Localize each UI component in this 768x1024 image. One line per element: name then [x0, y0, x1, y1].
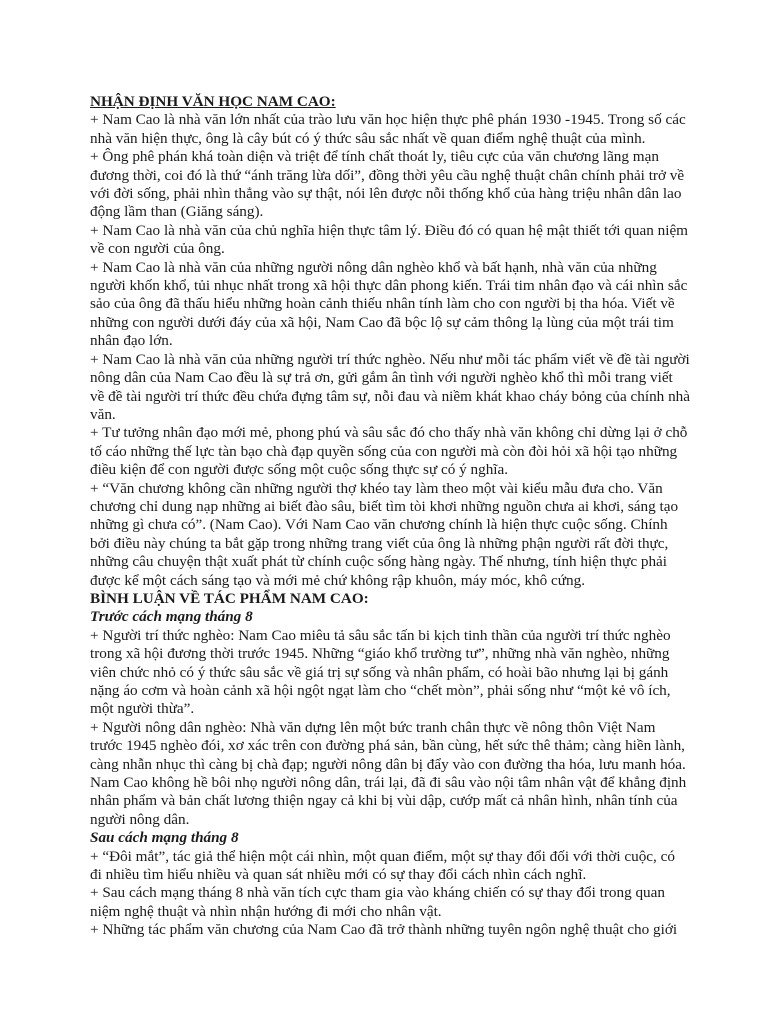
heading-nhan-dinh: NHẬN ĐỊNH VĂN HỌC NAM CAO:	[90, 93, 336, 110]
paragraph: + “Đôi mắt”, tác giả thể hiện một cái nhìn, một quan điểm, một sự thay đổi đối với thời cuộc, có đi nhiều tìm hiểu nhiều và quan sát nhiều mới có sự thay đổi cách nhìn cách nghĩ.	[90, 847, 675, 884]
paragraph: + “Văn chương không cần những người thợ khéo tay làm theo một vài kiểu mẫu đưa cho. Văn chương chỉ dung nạp những ai biết đào sâu, biết tìm tòi khơi những nguồn chưa ai khơi, sáng tạo những gì chưa có”. (Nam Cao). Với Nam Cao văn chương chính là hiện thực cuộc sống. Chính bởi điều này chúng ta bắt gặp trong những trang viết của ông là những phận người rất đời thực, những câu chuyện thật xuất phát từ chính cuộc sống hàng ngày. Thế nhưng, tính hiện thực phải được kể một cách sáng tạo và mới mẻ chứ không rập khuôn, máy móc, khô cứng.	[90, 479, 679, 589]
heading-binh-luan: BÌNH LUẬN VỀ TÁC PHẨM NAM CAO:	[90, 589, 369, 607]
paragraph: + Những tác phẩm văn chương của Nam Cao đã trở thành những tuyên ngôn nghệ thuật cho giới	[90, 921, 678, 939]
paragraph: + Nam Cao là nhà văn của những người trí thức nghèo. Nếu như mỗi tác phẩm viết về đề tài người nông dân của Nam Cao đều là sự trả ơn, gửi gắm ân tình với người nghèo khổ thì mỗi trang viết về đề tài người trí thức đều chứa đựng tâm sự, nỗi đau và niềm khát khao cháy bỏng của chính nhà văn.	[90, 350, 690, 423]
paragraph: + Sau cách mạng tháng 8 nhà văn tích cực tham gia vào kháng chiến có sự thay đổi trong quan niệm nghệ thuật và nhìn nhận hướng đi mới cho nhân vật.	[90, 884, 665, 920]
paragraph: + Người nông dân nghèo: Nhà văn dựng lên một bức tranh chân thực về nông thôn Việt Nam trước 1945 nghèo đói, xơ xác trên con đường phá sản, bần cùng, hết sức thê thảm; càng hiền lành, càng nhẫn nhục thì càng bị chà đạp; người nông dân bị đẩy vào con đường tha hóa, lưu manh hóa. Nam Cao không hề bôi nhọ người nông dân, trái lại, đã đi sâu vào nội tâm nhân vật để khẳng định nhân phẩm và bản chất lương thiện ngay cả khi bị vùi dập, cướp mất cả nhân hình, nhân tính của người nông dân.	[90, 718, 687, 828]
document-page	[90, 93, 690, 940]
paragraph: + Ông phê phán khá toàn diện và triệt để tính chất thoát ly, tiêu cực của văn chương lãng mạn đương thời, coi đó là thứ “ánh trăng lừa dối”, đồng thời yêu cầu nghệ thuật chân chính phải trở về với đời sống, phải nhìn thẳng vào sự thật, nói lên được nỗi thống khổ của hàng triệu nhân dân lao động lầm than (Giăng sáng).	[90, 148, 685, 221]
paragraph: + Người trí thức nghèo: Nam Cao miêu tả sâu sắc tấn bi kịch tinh thần của người trí thức nghèo trong xã hội đương thời trước 1945. Những “giáo khổ trường tư”, những nhà văn nghèo, những viên chức nhỏ có ý thức sâu sắc về giá trị sự sống và nhân phẩm, có hoài bão nhưng lại bị gánh nặng áo cơm và hoàn cảnh xã hội ngột ngạt làm cho “chết mòn”, phải sống như “một kẻ vô ích, một người thừa”.	[90, 626, 671, 718]
section-truoc-cach-mang	[90, 627, 690, 829]
section-sau-cach-mang	[90, 848, 690, 940]
paragraph: + Tư tưởng nhân đạo mới mẻ, phong phú và sâu sắc đó cho thấy nhà văn không chỉ dừng lại ở chỗ tố cáo những thế lực tàn bạo chà đạp quyền sống của con người mà còn đòi hỏi xã hội tạo những điều kiện để con người được sống một cuộc sống thực sự có ý nghĩa.	[90, 424, 688, 479]
section-nhan-dinh	[90, 111, 690, 590]
paragraph: + Nam Cao là nhà văn của những người nông dân nghèo khổ và bất hạnh, nhà văn của những người khốn khổ, tủi nhục nhất trong xã hội thực dân phong kiến. Trái tim nhân đạo và cái nhìn sắc sảo của ông đã thấu hiểu những hoàn cảnh thiếu nhân tính làm cho con người bị tha hóa. Viết về những con người dưới đáy của xã hội, Nam Cao đã bộc lộ sự cảm thông lạ lùng của một trái tim nhân đạo lớn.	[90, 258, 688, 350]
paragraph: + Nam Cao là nhà văn của chủ nghĩa hiện thực tâm lý. Điều đó có quan hệ mật thiết tới quan niệm về con người của ông.	[90, 221, 688, 258]
paragraph: + Nam Cao là nhà văn lớn nhất của trào lưu văn học hiện thực phê phán 1930 -1945. Trong số các nhà văn hiện thực, ông là cây bút có ý thức sâu sắc nhất về quan điểm nghệ thuật của mình.	[90, 111, 686, 147]
subheading-sau-cach-mang: Sau cách mạng tháng 8	[90, 829, 239, 847]
subheading-truoc-cach-mang: Trước cách mạng tháng 8	[90, 608, 253, 626]
